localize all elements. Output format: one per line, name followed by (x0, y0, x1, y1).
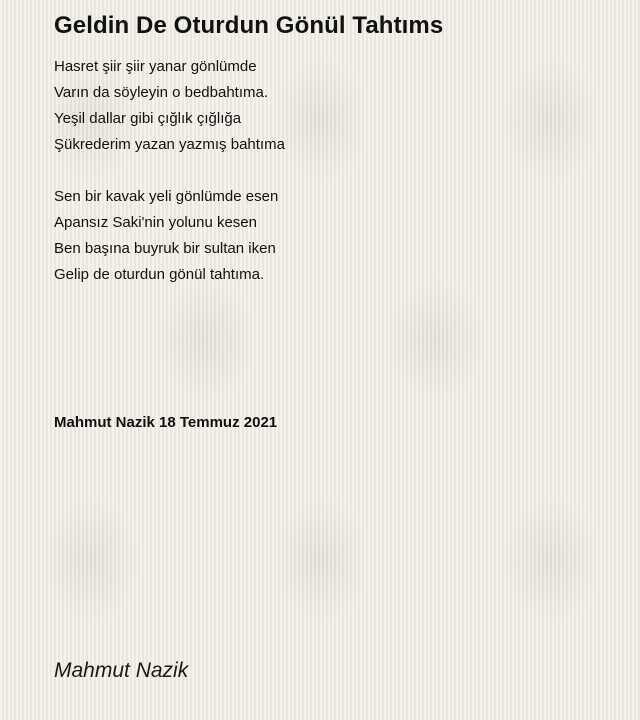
author-date-byline: Mahmut Nazik 18 Temmuz 2021 (54, 414, 278, 431)
poem-line: Hasret şiir şiir yanar gönlümde (54, 58, 257, 75)
poem-line: Sen bir kavak yeli gönlümde esen (54, 188, 279, 205)
stanza-2 (54, 184, 285, 288)
poem-line: Apansız Saki'nin yolunu kesen (54, 214, 257, 231)
stanza-1 (54, 54, 285, 158)
poem-body (54, 54, 285, 314)
author-signature: Mahmut Nazik (54, 659, 189, 682)
poem-line: Şükrederim yazan yazmış bahtıma (54, 136, 285, 153)
poem-line: Ben başına buyruk bir sultan iken (54, 240, 276, 257)
poem-line: Yeşil dallar gibi çığlık çığlığa (54, 110, 242, 127)
poem-page (54, 0, 614, 720)
poem-title: Geldin De Oturdun Gönül Tahtıms (54, 12, 444, 39)
poem-line: Gelip de oturdun gönül tahtıma. (54, 266, 265, 283)
poem-line: Varın da söyleyin o bedbahtıma. (54, 84, 269, 101)
